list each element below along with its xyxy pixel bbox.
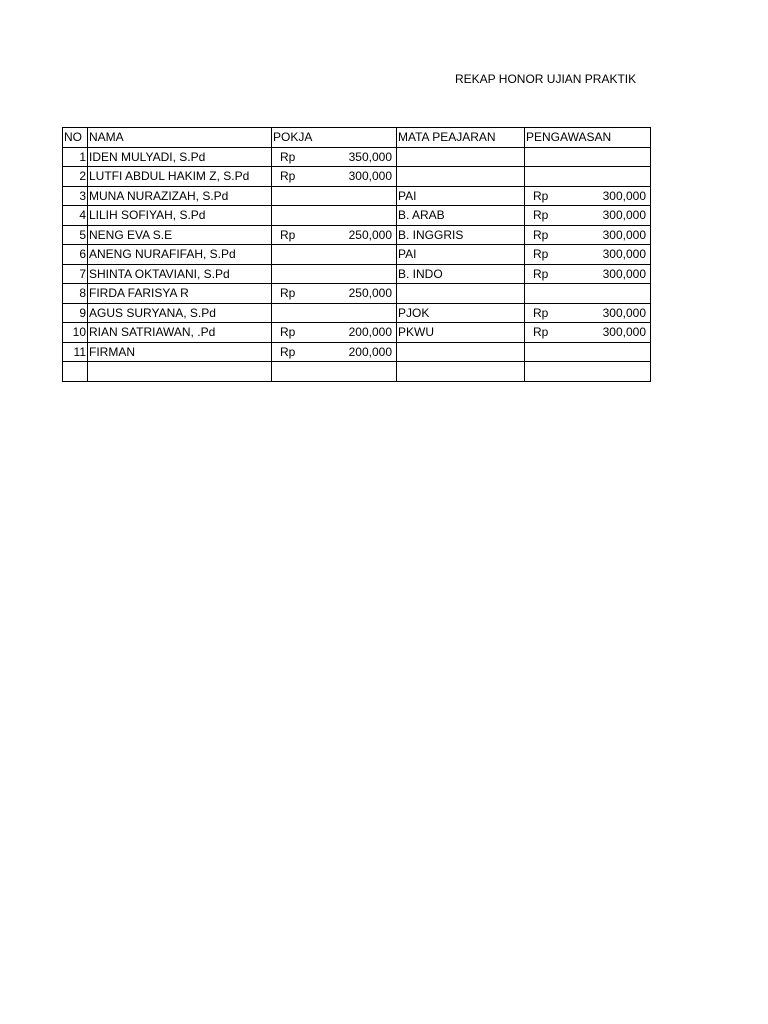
row-no: 3 bbox=[63, 186, 88, 206]
row-mata-pelajaran bbox=[397, 284, 525, 304]
row-nama bbox=[88, 362, 272, 382]
row-pokja bbox=[272, 264, 397, 284]
amount-value: 300,000 bbox=[602, 208, 646, 223]
row-nama: IDEN MULYADI, S.Pd bbox=[88, 147, 272, 167]
row-pengawasan bbox=[525, 303, 651, 323]
row-pengawasan bbox=[525, 147, 651, 167]
currency-label: Rp bbox=[280, 286, 296, 301]
amount-value: 200,000 bbox=[348, 344, 392, 359]
row-pokja bbox=[272, 245, 397, 265]
amount-value: 300,000 bbox=[602, 266, 646, 281]
row-pokja bbox=[272, 206, 397, 226]
row-mata-pelajaran: B. ARAB bbox=[397, 206, 525, 226]
table-row bbox=[63, 264, 651, 284]
row-pokja-wrap bbox=[273, 167, 395, 185]
amount-value: 300,000 bbox=[602, 325, 646, 340]
currency-label: Rp bbox=[280, 169, 296, 184]
row-nama: SHINTA OKTAVIANI, S.Pd bbox=[88, 264, 272, 284]
row-nama: ANENG NURAFIFAH, S.Pd bbox=[88, 245, 272, 265]
currency-label: Rp bbox=[533, 305, 549, 320]
amount-value: 200,000 bbox=[348, 325, 392, 340]
currency-label: Rp bbox=[533, 208, 549, 223]
row-pengawasan-wrap bbox=[526, 245, 649, 263]
row-mata-pelajaran bbox=[397, 342, 525, 362]
currency-label: Rp bbox=[280, 325, 296, 340]
table-row bbox=[63, 186, 651, 206]
table-row bbox=[63, 323, 651, 343]
amount-value: 300,000 bbox=[348, 169, 392, 184]
row-mata-pelajaran: PKWU bbox=[397, 323, 525, 343]
row-nama: FIRDA FARISYA R bbox=[88, 284, 272, 304]
header-nama: NAMA bbox=[88, 128, 272, 148]
row-pokja-wrap bbox=[273, 148, 395, 166]
row-no: 11 bbox=[63, 342, 88, 362]
header-pengawasan: PENGAWASAN bbox=[525, 128, 651, 148]
table-row bbox=[63, 342, 651, 362]
table-body bbox=[63, 147, 651, 381]
row-mata-pelajaran bbox=[397, 167, 525, 187]
row-mata-pelajaran: B. INGGRIS bbox=[397, 225, 525, 245]
header-no: NO bbox=[63, 128, 88, 148]
row-no: 2 bbox=[63, 167, 88, 187]
row-pokja-wrap bbox=[273, 284, 395, 302]
row-pengawasan-wrap bbox=[526, 206, 649, 224]
row-no: 1 bbox=[63, 147, 88, 167]
amount-value: 300,000 bbox=[602, 188, 646, 203]
row-no: 5 bbox=[63, 225, 88, 245]
amount-value: 300,000 bbox=[602, 305, 646, 320]
row-pengawasan bbox=[525, 186, 651, 206]
row-mata-pelajaran bbox=[397, 147, 525, 167]
row-pengawasan bbox=[525, 225, 651, 245]
currency-label: Rp bbox=[533, 325, 549, 340]
currency-label: Rp bbox=[533, 247, 549, 262]
row-pengawasan bbox=[525, 264, 651, 284]
row-nama: AGUS SURYANA, S.Pd bbox=[88, 303, 272, 323]
row-pokja-wrap bbox=[273, 343, 395, 361]
row-nama: RIAN SATRIAWAN, .Pd bbox=[88, 323, 272, 343]
row-pokja-wrap bbox=[273, 323, 395, 341]
row-pokja bbox=[272, 225, 397, 245]
row-pengawasan-wrap bbox=[526, 187, 649, 205]
row-pokja bbox=[272, 284, 397, 304]
honor-recap-table bbox=[62, 127, 651, 382]
row-pokja bbox=[272, 342, 397, 362]
row-pokja bbox=[272, 362, 397, 382]
row-pokja bbox=[272, 303, 397, 323]
row-nama: FIRMAN bbox=[88, 342, 272, 362]
table-row bbox=[63, 245, 651, 265]
document-title: REKAP HONOR UJIAN PRAKTIK bbox=[455, 72, 637, 86]
row-pokja bbox=[272, 147, 397, 167]
row-nama: LUTFI ABDUL HAKIM Z, S.Pd bbox=[88, 167, 272, 187]
row-mata-pelajaran: PAI bbox=[397, 186, 525, 206]
row-pengawasan bbox=[525, 323, 651, 343]
table-row bbox=[63, 147, 651, 167]
row-pengawasan bbox=[525, 284, 651, 304]
row-pengawasan bbox=[525, 167, 651, 187]
row-no: 8 bbox=[63, 284, 88, 304]
row-pengawasan-wrap bbox=[526, 323, 649, 341]
table-row bbox=[63, 303, 651, 323]
table-row bbox=[63, 206, 651, 226]
row-pokja bbox=[272, 186, 397, 206]
currency-label: Rp bbox=[533, 188, 549, 203]
row-no: 7 bbox=[63, 264, 88, 284]
row-pokja-wrap bbox=[273, 226, 395, 244]
row-pengawasan bbox=[525, 362, 651, 382]
currency-label: Rp bbox=[280, 149, 296, 164]
table-row bbox=[63, 225, 651, 245]
row-pengawasan bbox=[525, 342, 651, 362]
header-mata-pelajaran: MATA PEAJARAN bbox=[397, 128, 525, 148]
amount-value: 300,000 bbox=[602, 247, 646, 262]
amount-value: 350,000 bbox=[348, 149, 392, 164]
header-pokja: POKJA bbox=[272, 128, 397, 148]
row-nama: LILIH SOFIYAH, S.Pd bbox=[88, 206, 272, 226]
row-no: 4 bbox=[63, 206, 88, 226]
row-no: 6 bbox=[63, 245, 88, 265]
table-row bbox=[63, 167, 651, 187]
currency-label: Rp bbox=[280, 344, 296, 359]
row-mata-pelajaran: B. INDO bbox=[397, 264, 525, 284]
row-mata-pelajaran bbox=[397, 362, 525, 382]
table-header-row bbox=[63, 128, 651, 148]
row-pokja bbox=[272, 167, 397, 187]
currency-label: Rp bbox=[533, 266, 549, 281]
row-pengawasan-wrap bbox=[526, 304, 649, 322]
row-no: 9 bbox=[63, 303, 88, 323]
row-pengawasan bbox=[525, 206, 651, 226]
table-row bbox=[63, 284, 651, 304]
row-pengawasan bbox=[525, 245, 651, 265]
row-no: 10 bbox=[63, 323, 88, 343]
amount-value: 300,000 bbox=[602, 227, 646, 242]
row-mata-pelajaran: PJOK bbox=[397, 303, 525, 323]
row-nama: MUNA NURAZIZAH, S.Pd bbox=[88, 186, 272, 206]
currency-label: Rp bbox=[280, 227, 296, 242]
row-no bbox=[63, 362, 88, 382]
row-mata-pelajaran: PAI bbox=[397, 245, 525, 265]
row-pengawasan-wrap bbox=[526, 265, 649, 283]
amount-value: 250,000 bbox=[348, 286, 392, 301]
row-pokja bbox=[272, 323, 397, 343]
row-pengawasan-wrap bbox=[526, 226, 649, 244]
row-nama: NENG EVA S.E bbox=[88, 225, 272, 245]
amount-value: 250,000 bbox=[348, 227, 392, 242]
table-row bbox=[63, 362, 651, 382]
currency-label: Rp bbox=[533, 227, 549, 242]
